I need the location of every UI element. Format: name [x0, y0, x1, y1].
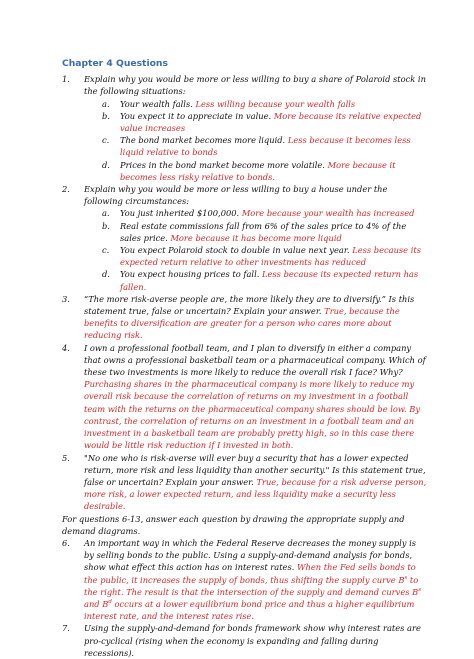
answer-text: More because it becomes less risky relative to bonds.	[120, 159, 396, 182]
sub-label: b.	[102, 110, 110, 121]
sub-label: d.	[102, 159, 110, 170]
question-number: 2.	[62, 184, 70, 195]
question-text: An important way in which the Federal Reserve decreases the money supply is by selling bonds to the public. Using a supply-and-demand analysis for bonds, show what effect this action has on interest rates.	[84, 537, 417, 573]
sub-label: c.	[102, 135, 110, 146]
chapter-title: Chapter 4 Questions	[62, 58, 168, 69]
sub-item-2c	[62, 244, 428, 268]
sub-item-1d	[62, 159, 428, 183]
sub-text: Prices in the bond market become more volatile.	[120, 159, 325, 170]
sub-text: You expect housing prices to fall.	[120, 269, 260, 280]
question-text: “The more risk-averse people are, the more likely they are to diversify.” Is this statement true, false or uncertain? Explain your answer.	[84, 293, 415, 317]
question-number: 7.	[62, 623, 70, 634]
answer-text: More because it has become more liquid	[170, 232, 342, 243]
answer-text: True, because the benefits to diversification are greater for a person who cares more about reducing risk.	[84, 306, 400, 341]
question-1	[62, 73, 428, 97]
sub-text: Your wealth falls.	[120, 98, 193, 109]
answer-text: More because its relative expected value increases	[120, 110, 422, 134]
answer-text: More because your wealth has increased	[241, 208, 415, 219]
sub-item-2a	[62, 207, 428, 219]
sub-text: The bond market becomes more liquid.	[120, 135, 286, 146]
supply-superscript: s	[404, 574, 408, 581]
sub-text: You expect it to appreciate in value.	[120, 110, 272, 121]
sub-item-1a	[62, 98, 428, 110]
question-4	[62, 342, 428, 452]
answer-text: Less because its expected return has fallen.	[120, 269, 419, 292]
sub-label: b.	[102, 220, 110, 231]
question-text: Explain why you would be more or less willing to buy a house under the following circumstances:	[84, 184, 388, 207]
sub-label: a.	[102, 208, 110, 219]
question-6	[62, 537, 428, 622]
sub-item-2d	[62, 268, 428, 292]
question-number: 5.	[62, 452, 70, 463]
sub-label: c.	[102, 245, 110, 256]
question-number: 3.	[62, 293, 70, 304]
answer-text: Less because its expected return relative to other investments has reduced	[120, 245, 421, 268]
answer-part: occurs at a lower equilibrium bond price and thus a higher equilibrium interest rate, and the interest rates rise.	[84, 598, 415, 622]
answer-part: to the right. The result is that the intersection of the supply and demand curves B	[84, 574, 419, 597]
question-5	[62, 452, 428, 513]
question-text: "No one who is risk-averse will ever buy a security that has a lower expected return, more risk and less liquidity than another security." Is this statement true, false or uncertain? Explain your answer.	[84, 452, 426, 487]
question-number: 4.	[62, 342, 70, 353]
question-2	[62, 183, 428, 207]
sub-item-1c	[62, 134, 428, 158]
answer-text: Less because it becomes less liquid relative to bonds	[120, 135, 411, 158]
question-7	[62, 622, 428, 659]
answer-text: Purchasing shares in the pharmaceutical company is more likely to reduce my overall risk because the correlation of returns on my investment in a football team with the returns on the pharmaceutical company shares should be low. By contrast, the correlation of returns on an investment in a football team and an investment in a basketball team are probably pretty high, so in this case there would be little risk reduction if I invested in both.	[84, 379, 421, 451]
sub-text: Real estate commissions fall from 6% of the sales price to 4% of the sales price.	[120, 220, 407, 243]
sub-item-1b	[62, 110, 428, 134]
sub-label: a.	[102, 98, 110, 109]
sub-item-2b	[62, 220, 428, 244]
question-text: Using the supply-and-demand for bonds framework show why interest rates are pro-cyclical (rising when the economy is expanding and falling during recessions).	[84, 623, 421, 658]
question-3	[62, 293, 428, 342]
demand-superscript: d	[108, 599, 112, 606]
sub-text: You expect Polaroid stock to double in value next year.	[120, 245, 350, 256]
question-number: 1.	[62, 74, 70, 85]
question-text: I own a professional football team, and I plan to diversify in either a company that owns a professional basketball team or a pharmaceutical company. Which of these two investments is more likely to reduce the overall risk I face? Why?	[84, 342, 426, 378]
sub-label: d.	[102, 269, 110, 280]
answer-part: and B	[84, 598, 109, 609]
instructions-text: For questions 6-13, answer each question by drawing the appropriate supply and demand diagrams.	[62, 513, 405, 536]
answer-part: When the Fed sells bonds to the public, it increases the supply of bonds, thus shifting the supply curve B	[84, 562, 416, 585]
answer-text: Less willing because your wealth falls	[195, 98, 356, 109]
answer-text: True, because for a risk adverse person, more risk, a lower expected return, and less liquidity make a security less desirable.	[84, 476, 427, 512]
supply-superscript: s	[418, 586, 422, 593]
question-text: Explain why you would be more or less willing to buy a share of Polaroid stock in the following situations:	[84, 74, 426, 97]
sub-text: You just inherited $100,000.	[120, 208, 240, 219]
question-number: 6.	[62, 537, 70, 548]
